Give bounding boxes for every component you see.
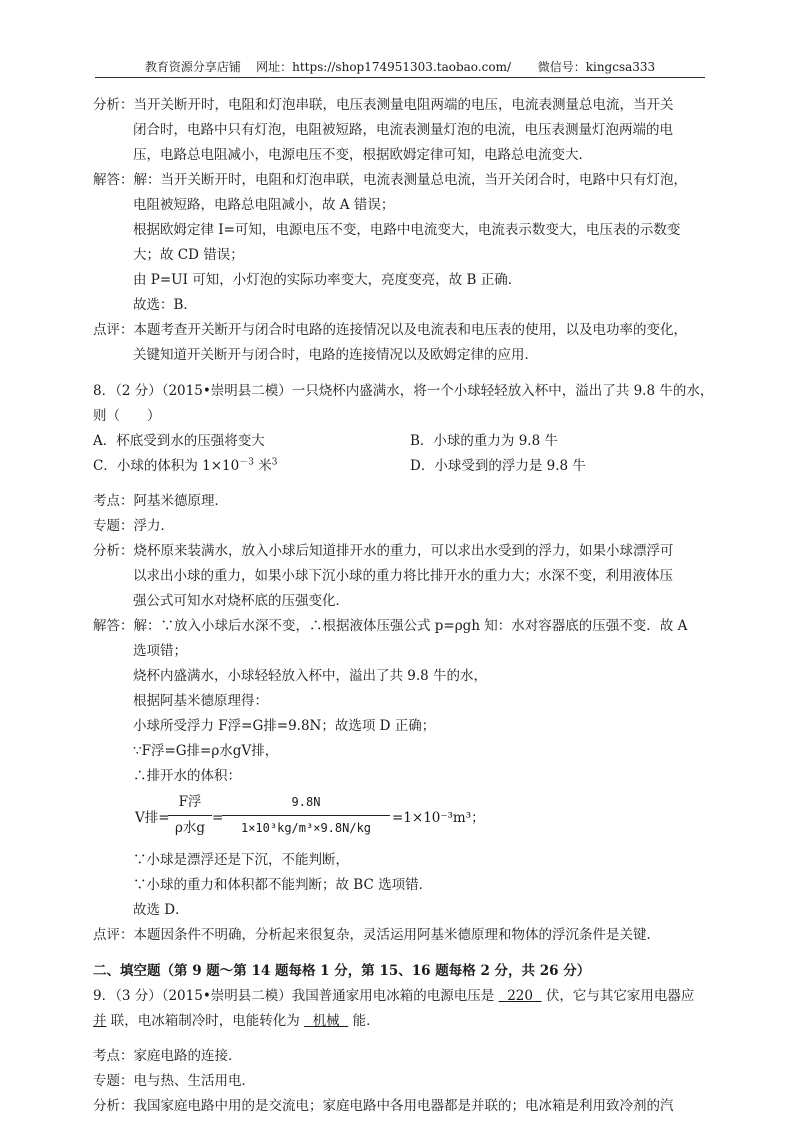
q9-knowledge-point: 考点：家庭电路的连接． xyxy=(93,1048,242,1064)
q8-analysis-line: 以求出小球的重力，如果小球下沉小球的重力将比排开水的重力大；水深不变，利用液体压 xyxy=(133,568,673,584)
q9-stem-mid: 伏，它与其它家用电器应 xyxy=(545,988,695,1004)
q8-option-c-exponent: －3 xyxy=(239,457,254,468)
q8-solution-line: 烧杯内盛满水，小球轻轻放入杯中，溢出了共 9.8 牛的水， xyxy=(133,668,488,684)
q8-option-a: A．杯底受到水的压强将变大 xyxy=(93,433,265,449)
q9-blank-voltage-value: 220 xyxy=(507,988,533,1004)
q7-comment-line: 点评：本题考查开关断开与闭合时电路的连接情况以及电流表和电压表的使用，以及电功率的变化， xyxy=(93,322,687,338)
q7-solution-line: 根据欧姆定律 I=可知，电源电压不变，电路中电流变大，电流表示数变大，电压表的示数变 xyxy=(133,222,681,238)
formula-frac2-denominator: 1×10³kg/m³×9.8N/kg xyxy=(240,821,372,835)
q7-analysis-line: 分析：当开关断开时，电阻和灯泡串联，电压表测量电阻两端的电压，电流表测量总电流，当开关 xyxy=(93,97,674,113)
q8-solution-line: 小球所受浮力 F浮=G排=9.8N；故选项 D 正确； xyxy=(133,718,436,734)
q8-option-c-text: C．小球的体积为 1×10 xyxy=(93,458,240,474)
header-divider xyxy=(95,77,705,78)
q7-analysis-line: 闭合时，电路中只有灯泡，电阻被短路，电流表测量灯泡的电流，电压表测量灯泡两端的电 xyxy=(133,122,673,138)
q8-stem-line: 8．（2 分）（2015•崇明县二模）一只烧杯内盛满水，将一个小球轻轻放入杯中，溢出了共 9.8 牛的水， xyxy=(93,383,714,399)
q8-solution-line: 解答：解：∵放入小球后水深不变，∴根据液体压强公式 p=ρgh 知：水对容器底的压强不变．故 A xyxy=(93,618,688,634)
formula-frac2-bar xyxy=(222,815,390,816)
q8-solution-line: 根据阿基米德原理得： xyxy=(133,693,268,709)
q9-stem-end: 能． xyxy=(352,1013,380,1029)
q8-option-c-unit-exponent: 3 xyxy=(271,457,278,468)
q7-answer: 故选：B． xyxy=(133,297,197,313)
q9-topic: 专题：电与热、生活用电． xyxy=(93,1073,255,1089)
page-header xyxy=(95,58,705,75)
q8-option-c xyxy=(93,456,277,476)
q7-solution-line: 大；故 CD 错误； xyxy=(133,247,244,263)
formula-rhs: =1×10⁻³m³； xyxy=(392,810,485,826)
formula-lhs: V排= xyxy=(135,810,170,826)
q8-solution-line: ∴排开水的体积： xyxy=(133,768,241,784)
header-wechat: 微信号：kingcsa333 xyxy=(537,60,656,74)
q8-knowledge-point: 考点：阿基米德原理． xyxy=(93,493,228,509)
formula-frac2-numerator: 9.8N xyxy=(291,795,321,809)
q7-comment-line: 关键知道开关断开与闭合时，电路的连接情况以及欧姆定律的应用． xyxy=(133,347,538,363)
q9-analysis-line: 分析：我国家庭电路中用的是交流电；家庭电路中各用电器都是并联的；电冰箱是利用致冷剂的汽 xyxy=(93,1098,674,1114)
q8-conclusion-line: ∵小球是漂浮还是下沉，不能判断， xyxy=(133,852,349,868)
q8-option-b: B．小球的重力为 9.8 牛 xyxy=(410,433,558,449)
q9-stem-line xyxy=(93,986,694,1006)
header-url[interactable]: 网址：https://shop174951303.taobao.com/ xyxy=(256,60,511,74)
formula-frac1-bar xyxy=(168,815,212,816)
q7-solution-line: 电阻被短路，电路总电阻减小，故 A 错误； xyxy=(133,197,395,213)
q8-solution-line: ∵F浮=G排=ρ水gV排， xyxy=(133,743,279,759)
q7-analysis-line: 压，电路总电阻减小，电源电压不变，根据欧姆定律可知，电路总电流变大． xyxy=(133,147,592,163)
q8-analysis-line: 分析：烧杯原来装满水，放入小球后知道排开水的重力，可以求出水受到的浮力，如果小球漂浮可 xyxy=(93,543,674,559)
q9-blank-voltage xyxy=(499,988,542,1004)
q8-option-c-unit: 米 xyxy=(258,458,272,474)
q8-conclusion-line: ∵小球的重力和体积都不能判断；故 BC 选项错． xyxy=(133,877,433,893)
q7-solution-line: 解答：解：当开关断开时，电阻和灯泡串联，电流表测量总电流，当开关闭合时，电路中只有灯泡， xyxy=(93,172,687,188)
q8-answer: 故选 D． xyxy=(133,902,189,918)
q8-topic: 专题：浮力． xyxy=(93,518,174,534)
formula-frac1-numerator: F浮 xyxy=(178,794,202,810)
q9-blank-energy xyxy=(304,1013,348,1029)
formula-frac1-denominator: ρ水g xyxy=(174,820,206,836)
q7-solution-line: 由 P=UI 可知，小灯泡的实际功率变大，亮度变亮，故 B 正确． xyxy=(133,272,522,288)
formula-equals: = xyxy=(212,810,224,826)
q9-blank-connection: 并 xyxy=(93,1013,107,1029)
q8-comment: 点评：本题因条件不明确，分析起来很复杂，灵活运用阿基米德原理和物体的浮沉条件是关键． xyxy=(93,927,660,943)
header-shop: 教育资源分享店铺 xyxy=(144,60,241,74)
q9-stem-line xyxy=(93,1011,380,1031)
q9-stem-pre: 9．（3 分）（2015•崇明县二模）我国普通家用电冰箱的电源电压是 xyxy=(93,988,495,1004)
section-title: 二、填空题（第 9 题～第 14 题每格 1 分，第 15、16 题每格 2 分，共 26 分） xyxy=(93,963,591,979)
q8-stem-line: 则（ ） xyxy=(93,408,161,424)
q9-blank-energy-value: 机械 xyxy=(312,1013,340,1029)
q8-solution-line: 选项错； xyxy=(133,643,187,659)
q8-option-d: D．小球受到的浮力是 9.8 牛 xyxy=(410,458,586,474)
q8-analysis-line: 强公式可知水对烧杯底的压强变化． xyxy=(133,593,349,609)
q9-stem-mid2: 联，电冰箱制冷时，电能转化为 xyxy=(110,1013,300,1029)
